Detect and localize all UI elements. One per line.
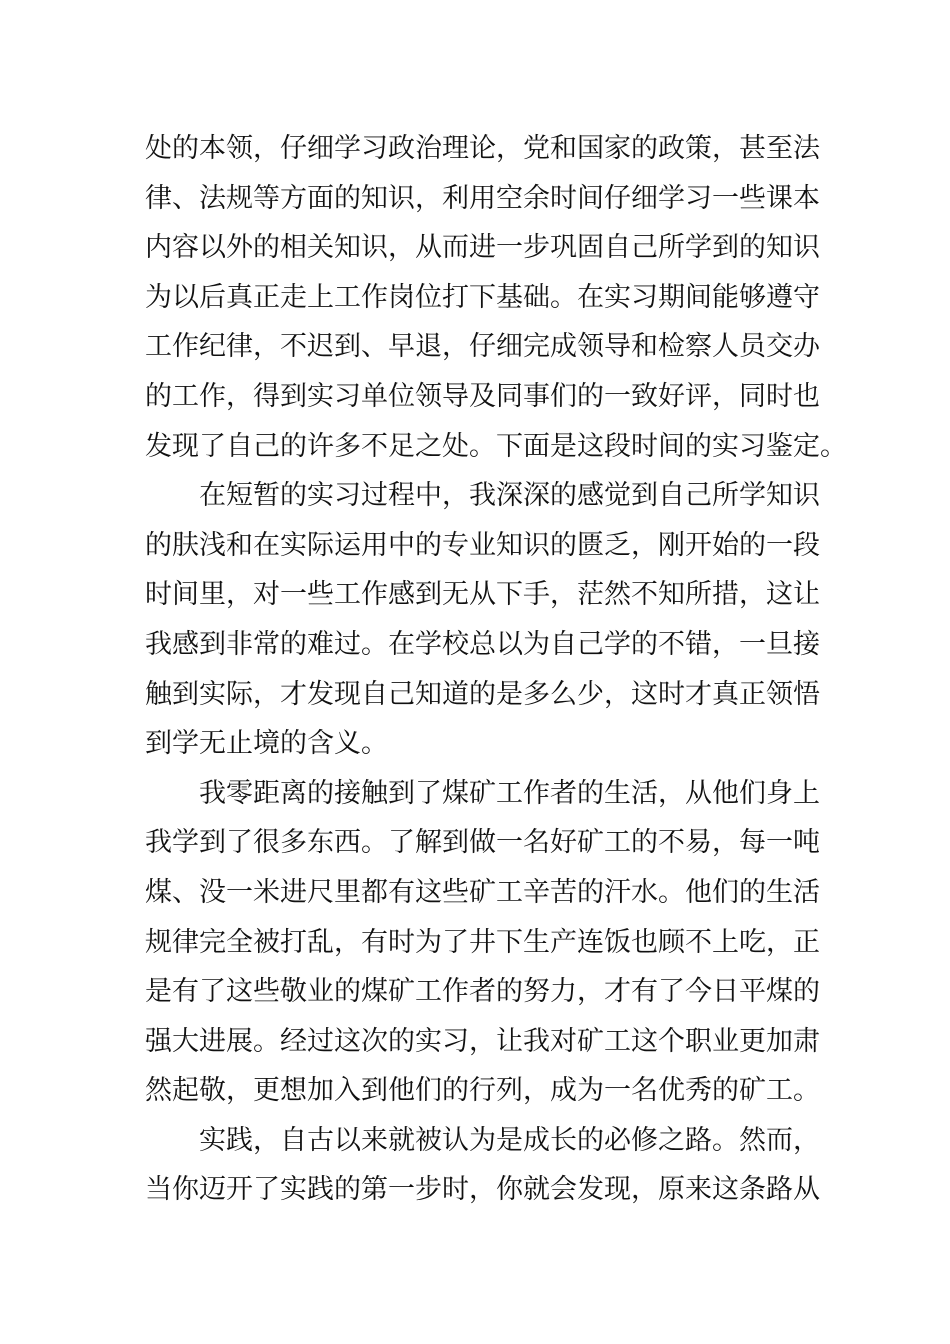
text-line: 时间里，对一些工作感到无从下手，茫然不知所措，这让 xyxy=(145,579,820,611)
text-line: 发现了自己的许多不足之处。下面是这段时间的实习鉴定。 xyxy=(145,430,847,462)
text-line: 工作纪律，不迟到、早退，仔细完成领导和检察人员交办 xyxy=(145,331,820,363)
text-line: 为以后真正走上工作岗位打下基础。在实习期间能够遵守 xyxy=(145,281,820,313)
text-line: 然起敬，更想加入到他们的行列，成为一名优秀的矿工。 xyxy=(145,1075,820,1107)
text-line: 煤、没一米进尺里都有这些矿工辛苦的汗水。他们的生活 xyxy=(145,876,820,908)
text-line: 当你迈开了实践的第一步时，你就会发现，原来这条路从 xyxy=(145,1174,820,1206)
text-line: 在短暂的实习过程中，我深深的感觉到自己所学知识 xyxy=(199,480,820,512)
text-line: 是有了这些敬业的煤矿工作者的努力，才有了今日平煤的 xyxy=(145,976,820,1008)
text-line: 到学无止境的含义。 xyxy=(145,728,388,760)
text-line: 的工作，得到实习单位领导及同事们的一致好评，同时也 xyxy=(145,380,820,412)
text-line: 我学到了很多东西。了解到做一名好矿工的不易，每一吨 xyxy=(145,827,820,859)
text-line: 处的本领，仔细学习政治理论，党和国家的政策，甚至法 xyxy=(145,133,820,164)
document-body xyxy=(145,124,847,1215)
text-line: 实践，自古以来就被认为是成长的必修之路。然而， xyxy=(199,1124,820,1156)
text-line: 律、法规等方面的知识，利用空余时间仔细学习一些课本 xyxy=(145,182,820,214)
text-line: 规律完全被打乱，有时为了井下生产连饭也顾不上吃，正 xyxy=(145,926,820,958)
text-line: 强大进展。经过这次的实习，让我对矿工这个职业更加肃 xyxy=(145,1025,820,1057)
text-line: 我感到非常的难过。在学校总以为自己学的不错，一旦接 xyxy=(145,628,820,660)
text-line: 我零距离的接触到了煤矿工作者的生活，从他们身上 xyxy=(199,777,820,809)
text-line: 的肤浅和在实际运用中的专业知识的匮乏，刚开始的一段 xyxy=(145,529,820,561)
text-line: 触到实际，才发现自己知道的是多么少，这时才真正领悟 xyxy=(145,678,820,710)
text-line: 内容以外的相关知识，从而进一步巩固自己所学到的知识 xyxy=(145,232,820,264)
